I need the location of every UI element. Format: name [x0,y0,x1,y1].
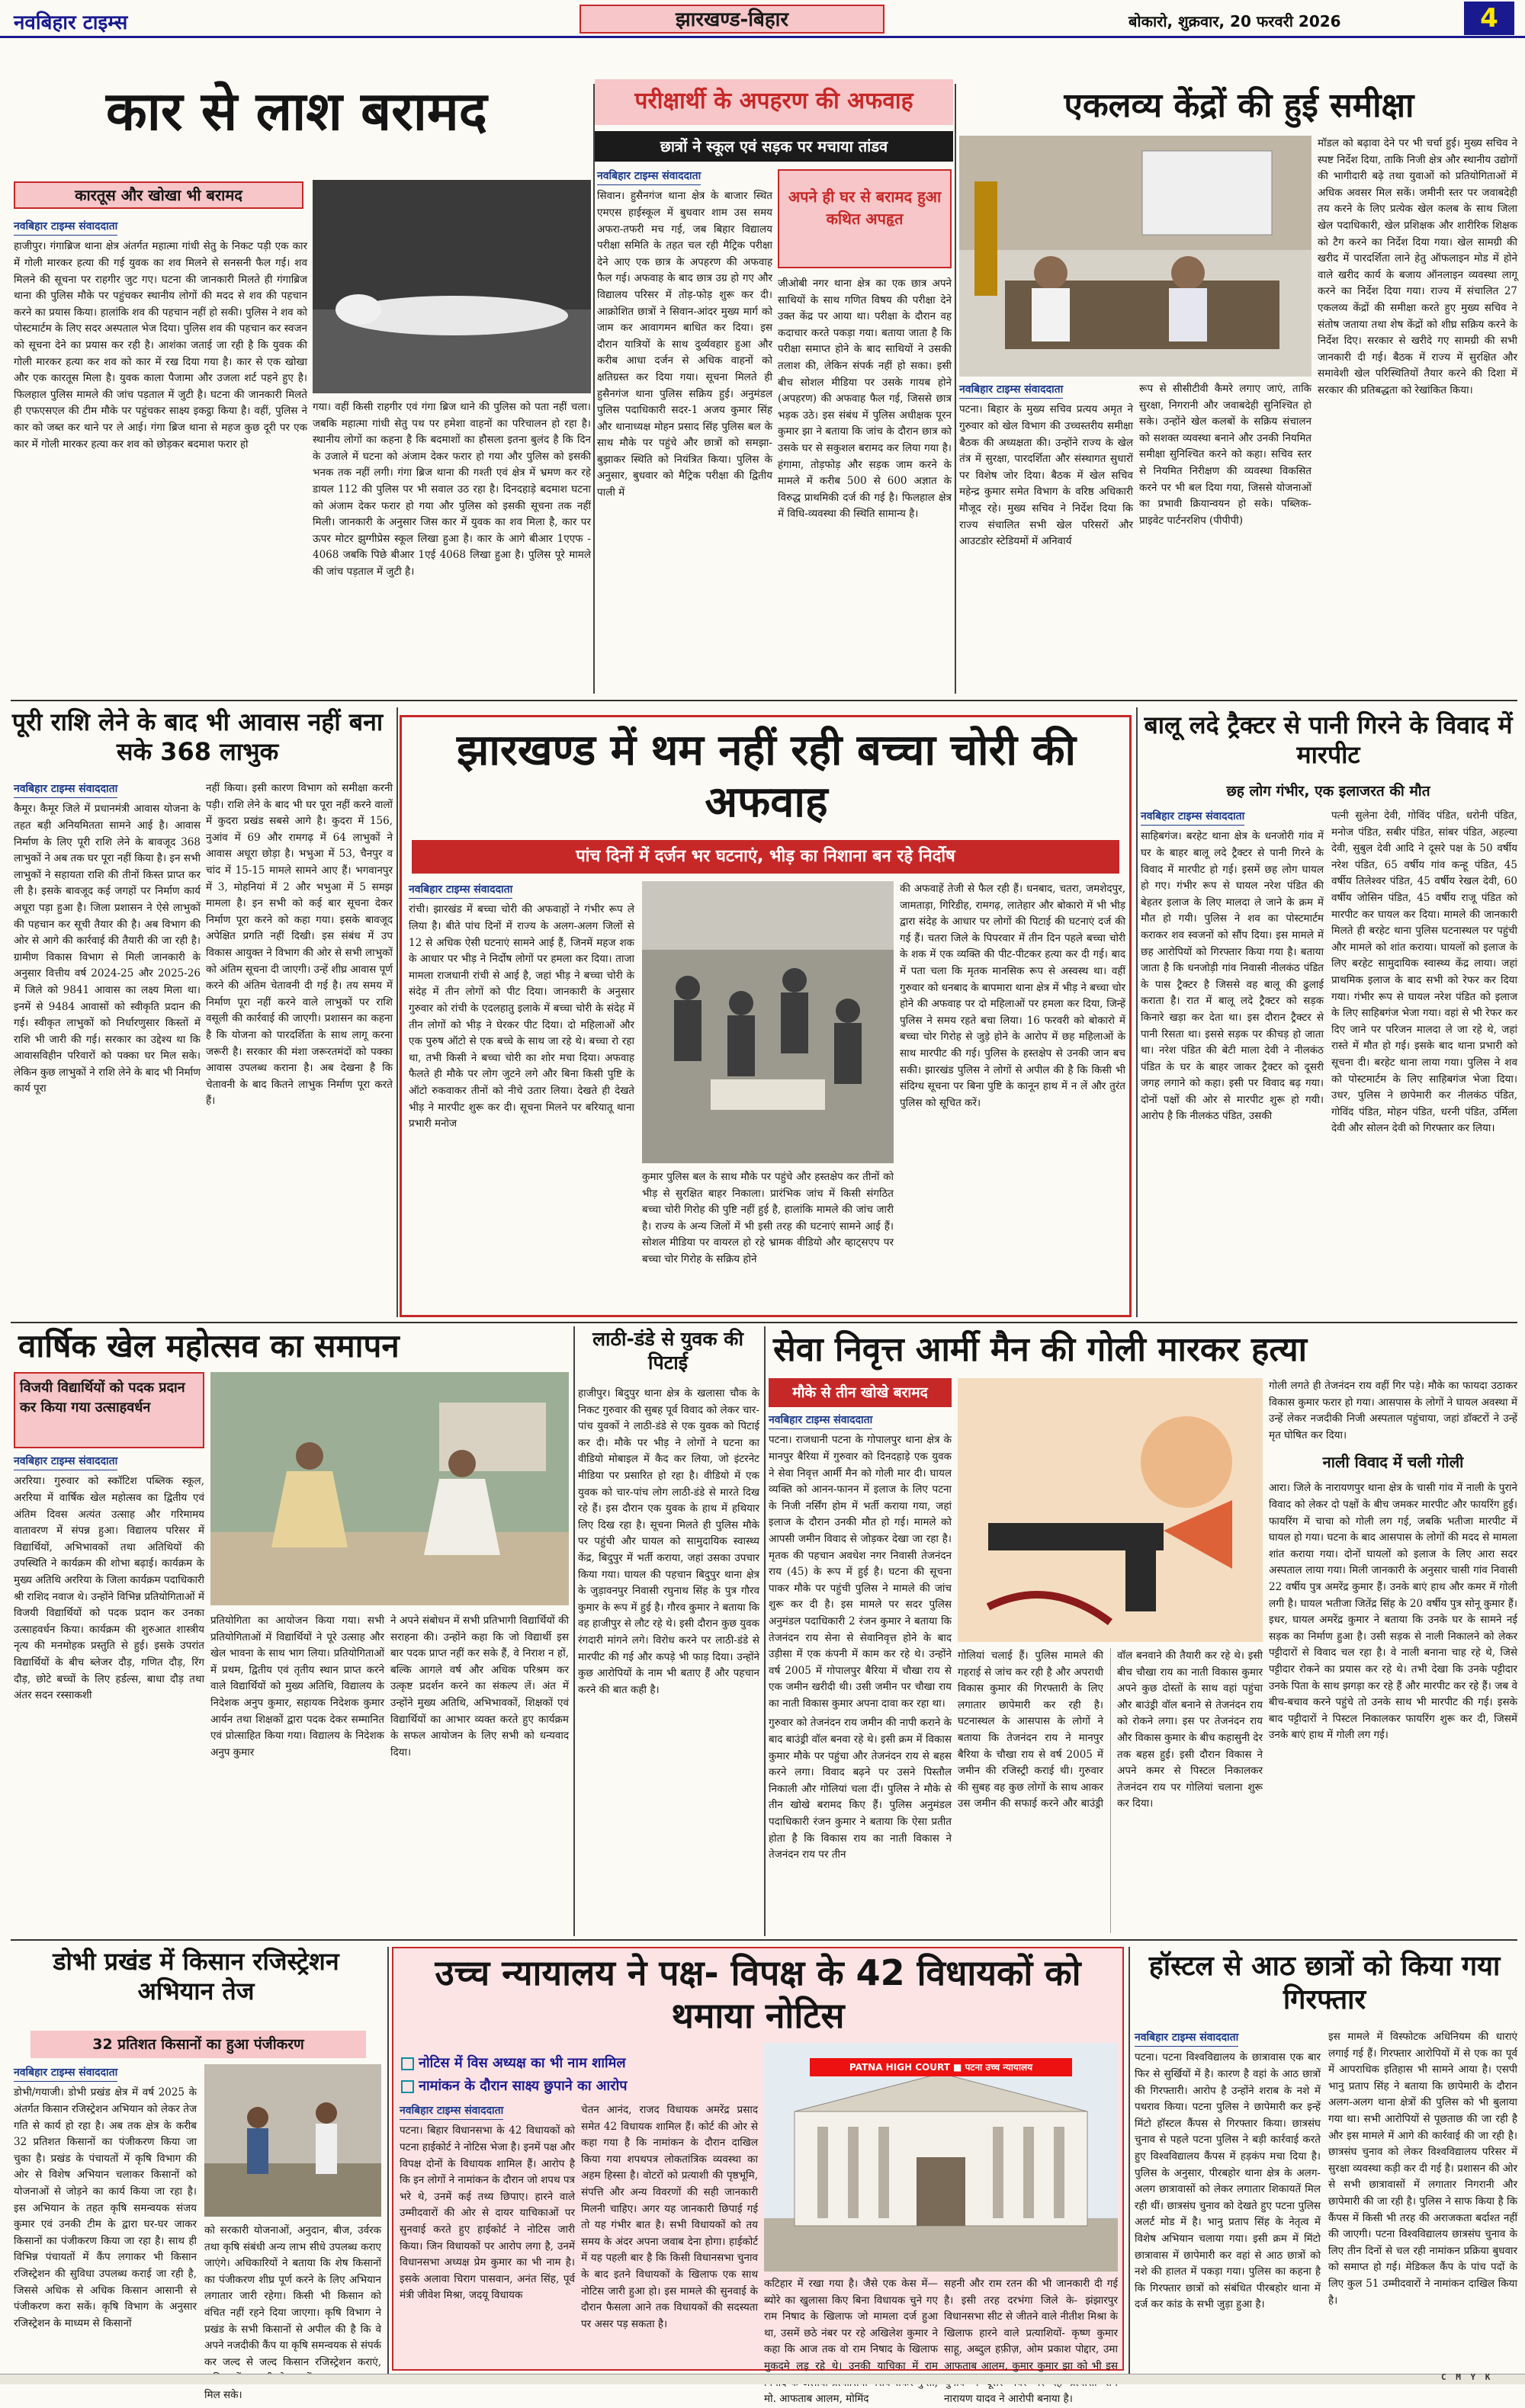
s6-headline: बालू लदे ट्रैक्टर से पानी गिरने के विवाद में मारपीट [1144,710,1513,770]
s5-photo [642,881,894,1163]
s2-body-col2 [778,276,952,694]
s9-byline: नवबिहार टाइम्स संवाददाता [769,1412,872,1429]
s10-body-col2 [204,2223,381,2401]
s5-byline: नवबिहार टाइम्स संवाददाता [409,881,512,899]
s7-byline: नवबिहार टाइम्स संवाददाता [14,1453,117,1470]
s12-body-text: पटना। पटना विश्वविद्यालय के छात्रावास एक बार फिर से सुर्खियों में है। कारण है वहां के आठ छात्रों की गिरफ्तारी। आरोप है उन्होंने शराब के नशे में पथराव किया। पटना पुलिस ने छापेमारी कर इन्हें मिंटो हॉस्टल कैंपस से गिरफ्तार किया। छात्रसंघ चुनाव से पहले पटना पुलिस ने बड़ी कार्रवाई करते हुए विश्वविद्यालय कैंपस में हड़कंप मचा दिया है। पुलिस के अनुसार, पीरबहोर थाना क्षेत्र के अलग-अलग छात्रावासों को लेकर लगातार शिकायतें मिल रही थीं। छात्रसंघ चुनाव को देखते हुए पटना पुलिस अलर्ट मोड में है। भानु प्रताप सिंह के नेतृत्व में विशेष अभियान चलाया गया। इसी क्रम में मिंटो छात्रावास में छापेमारी कर वहां से आठ छात्रों को नशे की हालत में पकड़ा गया। पुलिस का कहना है कि गिरफ्तार छात्रों को संबंधित पीरबहोर थाना में दर्ज कर कांड के सभी जुड़ा हुआ है। [1135,2051,1321,2311]
review-meeting-image [959,136,1312,377]
s11-body-text-3: सहनी और राम रतन की भी जानकारी दी गई है। इसी तरह दरभंगा जिले के- झंझारपुर विधानसभा सीट से जीतने वाले नीतीश मिश्रा के खिलाफ हारने वाले प्रत्याशियों- कृष्ण कुमार साहू, अब्दुल हफ़ीज़, ओम प्रकाश पोद्दार, उमा आफताब आलम, कुमार कुमार झा को भी इस नारायण यादव ने आरोपी बनाया है। [944,2278,1118,2406]
column-rule [573,1326,575,1936]
s9-body-col1 [769,1412,952,1933]
s8-body [578,1386,759,1933]
s10-kicker: 32 प्रतिशत किसानों का हुआ पंजीकरण [30,2031,366,2058]
s9-kicker: मौके से तीन खोखे बरामद [769,1378,952,1407]
s6-deck: छह लोग गंभीर, एक इलाजरत की मौत [1226,783,1430,800]
column-rule [387,1947,389,2374]
s2-headline: परीक्षार्थी के अपहरण की अफवाह [595,79,953,125]
dance-performance-image [210,1372,569,1605]
s1-headline: कार से लाश बरामद [106,80,487,143]
section-rule [11,1939,1517,1941]
s11-byline: नवबिहार टाइम्स संवाददाता [400,2102,503,2120]
s11-body-text-2: चेतन आनंद, राजद विधायक अमरेंद्र प्रसाद समेत 42 विधायक शामिल हैं। कोर्ट की ओर से कहा गया है कि नामांकन के दौरान दाखिल किया गया शपथपत्र लोकतांत्रिक व्यवस्था का अहम हिस्सा है। वोटरों को प्रत्याशी की पृष्ठभूमि, संपत्ति और अन्य विवरणों की सही जानकारी मिलनी चाहिए। अगर यह जानकारी छिपाई गई तो यह गंभीर बात है। सभी विधायकों को तय समय के अंदर अपना जवाब देना होगा। हाईकोर्ट में यह पहली बार है कि किसी विधानसभा चुनाव के बाद इतने विधायकों के खिलाफ एक साथ नोटिस जारी हुआ हो। इस मामले की सुनवाई के दौरान फैसला आने तक विधायकों की सदस्यता पर असर पड़ सकता है। [581,2104,758,2330]
column-rule [955,84,956,694]
s4-body-col2 [206,781,393,1314]
s6-body-col2 [1331,808,1517,1314]
s12-byline: नवबिहार टाइम्स संवाददाता [1135,2029,1238,2047]
s5-body-col2 [642,1169,894,1308]
s12-body-text-2: इस मामले में विस्फोटक अधिनियम की धाराएं लगाई गई हैं। गिरफ्तार आरोपियों में से एक का पूर्व में आपराधिक इतिहास भी सामने आया है। एसपी भानु प्रताप सिंह ने बताया कि छापेमारी के दौरान अलग-अलग थाना क्षेत्रों की पुलिस को भी बुलाया गया था। सभी आरोपियों से पूछताछ की जा रही है और इस मामले में आगे की कार्रवाई की जा रही है। छात्रसंघ चुनाव को लेकर विश्वविद्यालय परिसर में सुरक्षा व्यवस्था कड़ी कर दी गई है। प्रशासन की ओर से सभी छात्रावासों में लगातार निगरानी और छापेमारी की जा रही है। पुलिस ने साफ किया है कि कैंपस में किसी भी तरह की अराजकता बर्दाश्त नहीं की जाएगी। पटना विश्वविद्यालय छात्रसंघ चुनाव के लिए तीन दिनों से चल रही नामांकन प्रक्रिया बुधवार को समाप्त हो गई। मेडिकल कैंप के पांच पदों के लिए कुल 51 उम्मीदवारों ने नामांकन दाखिल किया है। [1328,2031,1517,2307]
cmyk-marks: C M Y K [1441,2372,1493,2382]
s1-kicker: कारतूस और खोखा भी बरामद [14,181,303,209]
s5-headline: झारखण्ड में थम नहीं रही बच्चा चोरी की अफवाह [457,725,1076,828]
masthead [0,0,1525,38]
s12-body-col1 [1135,2029,1321,2369]
s11-bullet-2 [401,2076,759,2095]
s3-byline: नवबिहार टाइम्स संवाददाता [959,381,1063,399]
checkbox-icon [401,2080,414,2093]
s3-body-col3 [1318,136,1517,694]
s9-body-text-3: गोलियां चलाई हैं। पुलिस मामले की गहराई से जांच कर रही है और अपराधी विकास कुमार की गिरफ्तारी के लिए लगातार छापेमारी कर रही है। घटनास्थल के आसपास के लोगों ने बताया कि तेजनंदन राय ने मानपुर बैरिया के चौखा राय से वर्ष 2005 में जमीन की रजिस्ट्री कराई थी। गुरुवार की सुबह वह कुछ लोगों के साथ आकर उस जमीन की सफाई करने और बाउंड्री वॉल बनवाने की तैयारी कर रहे थे। इसी बीच चौखा राय का नाती विकास कुमार अपने कुछ दोस्तों के साथ वहां पहुंचा और बाउंड्री वॉल बनाने से तेजनंदन राय को रोकने लगा। इस पर तेजनंदन राय और विकास कुमार के बीच कहासुनी देर तक बहस हुई। इसी दौरान विकास ने अपने कमर से पिस्टल निकालकर तेजनंदन राय पर गोलियां चलाना शुरू कर दिया। [958,1650,1263,1810]
s4-body-text-2: नहीं किया। इसी कारण विभाग को समीक्षा करनी पड़ी। राशि लेने के बाद भी घर पूरा नहीं करने वालों में कुदरा प्रखंड सबसे आगे है। कुदरा में 156, नुआंव में 69 और रामगढ़ में 64 लाभुकों ने आवास अधूरा छोड़ा है। भभुआ में 53, चैनपुर व चांद में 15-15 मामले सामने आए हैं। भगवानपुर में 3, मोहनियां में 2 और भभुआ में 5 समझ मामला है। इन सभी को कई बार सूचना देकर निर्माण पूरा करने को कहा गया। इसके बावजूद अपेक्षित प्रगति नहीं दिखी। इस संबंध में उप विकास आयुक्त ने विभाग की ओर से सभी लाभुकों को अंतिम सूचना दी जाएगी। उन्हें शीघ्र आवास पूर्ण करने की अंतिम चेतावनी दी गई है। तय समय में निर्माण पूरा नहीं करने वाले लाभुकों पर राशि वसूली की कार्रवाई की जाएगी। प्रशासन का कहना है कि योजना को पारदर्शिता के साथ लागू करना जरूरी है। सरकार की मंशा जरूरतमंदों को पक्का आवास उपलब्ध कराना है। अब देखना है कि चेतावनी के बाद कितने लाभुक निर्माण पूरा करते हैं। [206,782,393,1108]
s9-body-text-5: आरा। जिले के नारायणपुर थाना क्षेत्र के चासी गांव में नाली के पुराने विवाद को लेकर दो पक्षों के बीच जमकर मारपीट और फायरिंग हुई। फायरिंग में चाचा को गोली लग गई, जबकि भतीजा मारपीट में घायल हो गया। घटना के बाद आसपास के लोगों की मदद से मामला शांत कराया गया। दोनों घायलों को इलाज के लिए आरा सदर अस्पताल लाया गया। मिली जानकारी के अनुसार चासी गांव निवासी 22 वर्षीय पुत्र अमरेंद्र कुमार हैं। उनके बाएं हाथ और कमर में गोली लगी है। घायल भतीजा जितेंद्र सिंह के 20 वर्षीय पुत्र सोनू कुमार हैं। इधर, घायल अमरेंद्र कुमार ने बताया कि उनके घर के सामने नई सड़क का निर्माण हुआ है। उसी सड़क से नाली निकालने को लेकर पट्टीदारों से विवाद चल रहा है। वे नाली बनाना चाह रहे थे, जिसे पट्टीदार रोकने का प्रयास कर रहे थे। तभी देखा कि उनके पट्टीदार उनके पिता के साथ झगड़ा कर रहे हैं और मारपीट कर रहे हैं। जब वे बीच-बचाव करने पहुंचे तो उनके साथ भी मारपीट की गई। इसके बाद पट्टीदारों ने पिस्टल निकालकर फायरिंग शुरू कर दी, जिसमें उनके बाएं हाथ में गोली लग गई। [1269,1482,1517,1742]
s10-body-text-2: को सरकारी योजनाओं, अनुदान, बीज, उर्वरक तथा कृषि संबंधी अन्य लाभ सीधे उपलब्ध कराए जाएंगे। अधिकारियों ने बताया कि शेष किसानों का पंजीकरण शीघ्र पूर्ण करने के लिए अभियान लगातार जारी रहेगा। किसी भी किसान को वंचित नहीं रहने दिया जाएगा। कृषि विभाग ने प्रखंड के सभी किसानों से अपील की है कि वे अपने नजदीकी कैंप या कृषि समन्वयक से संपर्क कर जल्द से जल्द किसान रजिस्ट्रेशन कराएं, मिल सके। [204,2224,381,2401]
s11-body-text: पटना। बिहार विधानसभा के 42 विधायकों को पटना हाईकोर्ट ने नोटिस भेजा है। इनमें पक्ष और विपक्ष दोनों के विधायक शामिल हैं। आरोप है कि इन लोगों ने नामांकन के दौरान जो शपथ पत्र भरे थे, उनमें कई तथ्य छिपाए। हारने वाले उम्मीदवारों की ओर से दायर याचिकाओं पर सुनवाई करते हुए हाईकोर्ट ने नोटिस जारी किया। जिन विधायकों पर आरोप लगा है, उनमें विधानसभा अध्यक्ष प्रेम कुमार का भी नाम है। इसके अलावा चिराग पासवान, अनंत सिंह, पूर्व मंत्री जीवेश मिश्रा, जदयू विधायक [400,2124,575,2302]
s6-body-text-2: पत्नी सुलेना देवी, गोविंद पंडित, धरोनी पंडित, मनोज पंडित, सबीर पंडित, सांबर पंडित, अहल्या देवी, सुबुल देवी आदि ने दूसरे पक्ष के 50 वर्षीय नरेश पंडित, 65 वर्षीय गांव कन्हू पंडित, 45 वर्षीय तिलेश्वर पंडित, 45 वर्षीय रेखल देवी, 60 वर्षीय जोसिन पंडित, 45 वर्षीय राजू पंडित को मारपीट कर घायल कर दिया। मामले की जानकारी मिलते ही बरहेट थाना पुलिस घटनास्थल पर पहुंची और मामले को शांत कराया। घायलों को इलाज के लिए बरहेट सामुदायिक स्वास्थ्य केंद्र लाया। जहां प्राथमिक इलाज के बाद सभी को रेफर कर दिया गया। गंभीर रूप से घायल नरेश पंडित को इलाज के लिए साहिबगंज भेजा गया। वहां से भी रेफर कर दिए जाने पर परिजन मालदा ले जा रहे थे, जहां रास्ते में मौत हो गई। इसके बाद थाना प्रभारी को सूचना दी। बरहेट थाना लाया गया। पुलिस ने शव को पोस्टमार्टम के लिए साहिबगंज भेजा दिया। उधर, पुलिस ने छापेमारी कर नीलकंठ पंडित, गोविंद पंडित, मोहन पंडित, धरनी पंडित, उर्मिला देवी और सोलन देवी को गिरफ्तार कर लिया। [1331,810,1517,1135]
s6-body-text: साहिबगंज। बरहेट थाना क्षेत्र के धनजोरी गांव में घर के बाहर बालू लदे ट्रैक्टर से पानी गिरने के विवाद में मारपीट हो गई। इसमें छह लोग घायल हो गए। गंभीर रूप से घायल नरेश पंडित की बेहतर इलाज के लिए मालदा ले जाने के क्रम में मौत हो गयी। पुलिस ने शव का पोस्टमार्टम कराकर शव स्वजनों को सौंप दिया। इस मामले में छह आरोपियों को गिरफ्तार किया गया है। बताया जाता है कि धनजोड़ी गांव निवासी नीलकंठ पंडित के पास ट्रैक्टर है जिससे वह बालू की ढुलाई कराता है। रात में बालू लदे ट्रैक्टर को सड़क किनारे खड़ा कर देता था। इस दौरान ट्रैक्टर से पानी रिसता था। इससे सड़क पर कीचड़ हो जाता था। नरेश पंडित की बेटी माला देवी ने नीलकंठ पंडित के घर के बाहर जाकर ट्रैक्टर को दूसरी जगह लगाने को कहा। इसी पर विवाद बढ़ गया। दोनों पक्षों की ओर से मारपीट शुरू हो गयी। आरोप है कि नीलकंठ पंडित, उसकी [1141,830,1324,1123]
s11-bullet-1-text: नोटिस में विस अध्यक्ष का भी नाम शामिल [419,2055,626,2071]
column-rule [593,84,595,694]
s10-headline: डोभी प्रखंड में किसान रजिस्ट्रेशन अभियान तेज [53,1947,339,2006]
s7-body-col1 [14,1453,204,1933]
mob-crowd-image [642,881,894,1163]
s11-body-col1 [400,2102,575,2366]
s1-body-col2 [313,399,591,698]
s7-body-text-2: प्रतियोगिता का आयोजन किया गया। सभी प्रतियोगिताओं में विद्यार्थियों ने पूरे उत्साह और खेल भावना के साथ भाग लिया। प्रतियोगिताओं में प्रथम, द्वितीय एवं तृतीय स्थान प्राप्त करने वाले विद्यार्थियों को मुख्य अतिथि, विद्यालय के निदेशक अनुप कुमार, सहायक निदेशक कुमार आर्यन तथा शिक्षकों द्वारा पदक देकर सम्मानित एवं प्रोत्साहित किया गया। विद्यालय के निदेशक अनुप कुमार [210,1614,384,1759]
s9-body-text-4: गोली लगते ही तेजनंदन राय वहीं गिर पड़े। मौके का फायदा उठाकर विकास कुमार फरार हो गया। आसपास के लोगों ने घायल अवस्था में उन्हें लेकर नजदीकी निजी अस्पताल पहुंचाया, जहां डॉक्टरों ने उन्हें मृत घोषित कर दिया। [1269,1380,1517,1441]
s5-banner: पांच दिनों में दर्जन भर घटनाएं, भीड़ का निशाना बन रहे निर्दोष [412,840,1119,874]
s2-byline: नवबिहार टाइम्स संवाददाता [597,168,701,185]
section-label: झारखण्ड-बिहार [580,5,884,34]
s9-body-col4 [1269,1378,1517,1933]
s4-headline: पूरी राशि लेने के बाद भी आवास नहीं बना सके 368 लाभुक [11,707,384,767]
s6-byline: नवबिहार टाइम्स संवाददाता [1141,808,1244,826]
s11-headline: उच्च न्यायालय ने पक्ष- विपक्ष के 42 विधायकों को थमाया नोटिस [435,1952,1081,2037]
s11-bullet-2-text: नामांकन के दौरान साक्ष्य छुपाने का आरोप [419,2078,628,2094]
s8-headline: लाठी-डंडे से युवक की पिटाई [592,1328,743,1374]
s1-byline: नवबिहार टाइम्स संवाददाता [14,218,117,236]
s9-body-col3 [958,1648,1263,1933]
column-rule [1128,1947,1130,2374]
s10-photo [204,2064,381,2217]
s2-body-col1 [597,168,772,694]
column-rule [764,1326,766,1936]
s7-headline: वार्षिक खेल महोत्सव का समापन [18,1327,400,1364]
dateline: बोकारो, शुक्रवार, 20 फरवरी 2026 [1128,12,1341,30]
s11-body-col2 [581,2102,758,2366]
s2-body-text-2: जीओबी नगर थाना क्षेत्र का एक छात्र अपने साथियों के साथ गणित विषय की परीक्षा देने उक्त केंद्र पर आया था। परीक्षा के दौरान वह कदाचार करते पकड़ा गया। बताया जाता है कि परीक्षा समाप्त होने के बाद साथियों ने उसकी तलाश की, लेकिन संपर्क नहीं हो सका। इसी बीच सोशल मीडिया पर उसके गायब होने (अपहरण) की अफवाह फैल गई, जिससे छात्र भड़क उठे। इस संबंध में पुलिस अधीक्षक पूरन कुमार झा ने बताया कि जांच के दौरान छात्र को उसके घर से सकुशल बरामद कर लिया गया है। हंगामा, तोड़फोड़ और सड़क जाम करने के मामले में करीब 500 से 600 अज्ञात के विरुद्ध प्राथमिकी दर्ज की गई है। फिलहाल क्षेत्र में विधि-व्यवस्था की स्थिति सामान्य है। [778,277,952,521]
s1-body-col1 [14,218,307,698]
s5-body-col3 [900,881,1125,1308]
s7-body-col3 [390,1613,569,1933]
footer-bar [0,2374,1525,2384]
s3-body-text-3: मॉडल को बढ़ावा देने पर भी चर्चा हुई। मुख्य सचिव ने स्पष्ट निर्देश दिया, ताकि निजी क्षेत्र और स्थानीय उद्योगों की भागीदारी बढ़े तथा युवाओं को प्रतियोगिताओं में अधिक अवसर मिल सकें। जमीनी स्तर पर जवाबदेही तय करने के लिए प्रत्येक खेल कलब के साथ जिला खेल पदाधिकारी, खेल प्रशिक्षक और शारीरिक शिक्षक को टैग करने का निर्देश दिया गया। खेल सामग्री की खरीद में पारदर्शिता लाने हेतु ऑफलाइन मोड में होने वाले खरीद कार्य के बजाय ऑनलाइन व्यवस्था लागू करने का निर्देश दिया गया। राज्य में संचालित 27 एकलव्य केंद्रों की समीक्षा करते हुए मुख्य सचिव ने संतोष जताया तथा शेष केंद्रों को शीघ्र सक्रिय करने के निर्देश दिए। सरकार से खरीदे गए सामग्री की सभी जानकारी दी गई। बैठक में राज्य में सुरक्षित और समावेशी खेल परिस्थितियों तैयार करने की दिशा में सरकार की प्रतिबद्धता को रेखांकित किया। [1318,137,1517,396]
court-sign: PATNA HIGH COURT ■ पटना उच्च न्यायालय [810,2058,1072,2076]
s7-kicker: विजयी विद्यार्थियों को पदक प्रदान कर किया गया उत्साहवर्धन [14,1372,204,1448]
column-rule [1136,707,1138,1317]
s9-headline: सेवा निवृत्त आर्मी मैन की गोली मारकर हत्या [773,1330,1308,1369]
s11-photo [764,2043,1118,2272]
section-rule [11,1322,1517,1323]
s3-body-col1 [959,381,1133,694]
gun-illustration-image [958,1378,1263,1642]
s10-body-text: डोभी/गयाजी। डोभी प्रखंड क्षेत्र में वर्ष 2025 के अंतर्गत किसान रजिस्ट्रेशन अभियान को लेकर तेज गति से कार्य हो रहा है। अब तक क्षेत्र के करीब 32 प्रतिशत किसानों का पंजीकरण किया जा चुका है। प्रखंड के पंचायतों में कृषि विभाग की ओर से विशेष अभियान चलाकर किसानों को योजनाओं से जोड़ने का कार्य किया जा रहा है। इस अभियान के तहत कृषि समन्वयक संजय कुमार एवं उनकी टीम के द्वारा घर-घर जाकर किसानों का पंजीकरण किया जा रहा है। साथ ही विभिन्न पंचायतों में कैंप लगाकर भी किसान रजिस्ट्रेशन की सुविधा उपलब्ध कराई जा रही है, जिससे अधिक से अधिक किसान आसानी से पंजीकरण करा सकें। कृषि विभाग के अनुसार रजिस्ट्रेशन के माध्यम से किसानों [14,2086,197,2329]
s9-body-text: पटना। राजधानी पटना के गोपालपुर थाना क्षेत्र के मानपुर बैरिया में गुरुवार को दिनदहाड़े एक युवक ने सेवा निवृत्त आर्मी मैन को गोली मार दी। घायल व्यक्ति को आनन-फानन में इलाज के लिए पटना के निजी नर्सिंग होम में भर्ती कराया गया, जहां इलाज के दौरान उनकी मौत हो गई। मामले को आपसी जमीन विवाद से जोड़कर देखा जा रहा है। मृतक की पहचान अवधेश नगर निवासी तेजनंदन राय (45) के रूप में हुई है। घटना की सूचना पाकर मौके पर पहुंची पुलिस ने मामले की जांच शुरू कर दी है। इस मामले पर सदर पुलिस अनुमंडल पदाधिकारी 2 रंजन कुमार ने बताया कि तेजनंदन राय सेना से सेवानिवृत्त होने के बाद उड़ीसा में एक कंपनी में काम कर रहे थे। उन्होंने वर्ष 2005 में गोपालपुर बैरिया में चौखा राय से एक जमीन खरीदी थी। उसी जमीन पर चौखा राय का नाती विकास कुमार अपना दावा कर रहा था। [769,1434,952,1710]
s3-headline: एकलव्य केंद्रों की हुई समीक्षा [1064,86,1414,125]
s2-deck: छात्रों ने स्कूल एवं सड़क पर मचाया तांडव [595,131,953,162]
s4-body-text: कैमूर। कैमूर जिले में प्रधानमंत्री आवास योजना के तहत बड़ी अनियमितता सामने आई है। आवास निर्माण के लिए पूरी राशि लेने के बावजूद 368 लाभुकों ने अब तक घर पूरा नहीं किया है। इन सभी लाभुकों ने सहायता राशि की तीनों किस्त प्राप्त कर ली है। इसके बावजूद कई जगहों पर निर्माण कार्य अधूरा पड़ा हुआ है। जिला प्रशासन ने ऐसे लाभुकों की पहचान कर सूची तैयार की है। अब विभाग की ओर से आगे की कार्रवाई की तैयारी की जा रही है। ग्रामीण विकास विभाग से मिली जानकारी के अनुसार वित्तीय वर्ष 2024-25 और 2025-26 में जिले को 9841 आवास का लक्ष्य मिला था। इनमें से 9484 आवासों को स्वीकृति प्रदान की गई। स्वीकृत लाभुकों को निर्धारणुसार किस्तों में राशि भी जारी की गई। सरकार का उद्देश्य था कि आवासविहीन परिवारों को पक्का घर मिल सके। लेकिन कुछ लाभुकों ने राशि लेने के बाद भी निर्माण कार्य पूरा [14,803,201,1095]
s5-body-col1 [409,881,634,1308]
s5-body-text-3: की अफवाहें तेजी से फैल रही हैं। धनबाद, चतरा, जमशेदपुर, जामताड़ा, गिरिडीह, रामगढ़, लातेहार और बोकारो में भी भीड़ द्वारा संदेह के आधार पर लोगों की पिटाई की घटनाएं दर्ज की गई हैं। चतरा जिले के पिपरवार में तीन दिन पहले बच्चा चोरी के शक में एक व्यक्ति की पीट-पीटकर हत्या कर दी गई। बाद में पता चला कि मृतक मानसिक रूप से अस्वस्थ था। वहीं गुरुवार को धनबाद के बापमारा थाना क्षेत्र में भीड़ ने बच्चा चोर होने की अफवाह पर दो महिलाओं पर हमला कर दिया, जिन्हें पुलिस ने समय रहते बचा लिया। 16 फरवरी को बोकारो में बच्चा चोर गिरोह से जुड़े होने के आरोप में छह महिलाओं के साथ मारपीट की गई। पुलिस के हस्तक्षेप से उनकी जान बच सकी। झारखंड पुलिस ने लोगों से अपील की है कि किसी भी संदिग्ध सूचना पर बिना पुष्टि के कानून हाथ में न लें और तुरंत पुलिस को सूचित करें। [900,883,1125,1109]
patna-high-court-image [764,2043,1118,2272]
s1-photo [313,180,591,393]
s2-box: अपने ही घर से बरामद हुआ कथित अपहृत [778,169,952,268]
s2-body-text: सिवान। हुसैनगंज थाना क्षेत्र के बाजार स्थित एमएस हाईस्कूल में बुधवार शाम उस समय अफरा-तफरी मच गई, जब बिहार विद्यालय परीक्षा समिति के तहत चल रही मैट्रिक परीक्षा देने आए एक छात्र के अपहरण की अफवाह फैल गई। अफवाह के बाद छात्र उग्र हो गए और विद्यालय परिसर में तोड़-फोड़ शुरू कर दी। आक्रोशित छात्रों ने सिवान-आंदर मुख्य मार्ग को जाम कर आवागमन बाधित कर दिया। इस दौरान यात्रियों के साथ दुर्व्यवहार हुआ और करीब आधा दर्जन से अधिक वाहनों को क्षतिग्रस्त कर दिया गया। सूचना मिलते ही हुसैनगंज थाना पुलिस सक्रिय हुई। अनुमंडल पुलिस पदाधिकारी सदर-1 अजय कुमार सिंह और थानाध्यक्ष मोहन प्रसाद सिंह पुलिस बल के साथ मौके पर पहुंचे और छात्रों को समझा-बुझाकर स्थिति को नियंत्रित किया। पुलिस के अनुसार, बुधवार को मैट्रिक परीक्षा की द्वितीय पाली में [597,190,772,499]
s7-body-text-3: ने अपने संबोधन में सभी प्रतिभागी विद्यार्थियों की सराहना की। उन्होंने कहा कि जो विद्यार्थी इस बार पदक प्राप्त नहीं कर सके हैं, वे निराश न हों, बल्कि आगले वर्ष और अधिक परिश्रम कर उत्कृष्ट प्रदर्शन करने का संकल्प लें। अंत में उन्होंने मुख्य अतिथि, अभिभावकों, शिक्षकों एवं विद्यार्थियों का आभार व्यक्त करते हुए कार्यक्रम के सफल आयोजन के लिए सभी को धन्यवाद दिया। [390,1614,569,1759]
s3-body-text: पटना। बिहार के मुख्य सचिव प्रत्यय अमृत ने गुरुवार को खेल विभाग की उच्चस्तरीय समीक्षा बैठक की अध्यक्षता की। उन्होंने राज्य के खेल तंत्र में सुरक्षा, पारदर्शिता और संस्थागत सुधारों पर विशेष जोर दिया। बैठक में खेल सचिव महेन्द्र कुमार समेत विभाग के वरिष्ठ अधिकारी मौजूद रहे। मुख्य सचिव ने निर्देश दिया कि राज्य संचालित सभी खेल परिसरों और आउटडोर स्टेडियमों में अनिवार्य [959,403,1133,548]
s1-body-text-2: गया। वहीं किसी राहगीर एवं गंगा ब्रिज थाने की पुलिस को पता नहीं चला। जबकि महात्मा गांधी सेतु पथ पर हमेशा वाहनों का परिचालन हो रहा है। स्थानीय लोगों का कहना है कि बदमाशों का हौसला इतना बुलंद है कि दिन के उजाले में घटना को अंजाम देकर फरार हो गया और पुलिस को इसकी भनक तक नहीं लगी। गंगा ब्रिज थाना की गश्ती एवं क्षेत्र में भ्रमण कर रहे डायल 112 की पुलिस पर भी सवाल उठ रहा है। दिनदहाड़े बदमाश घटना को अंजाम देकर फरार हो गया और पुलिस को इसकी सूचना तक नहीं मिली। जानकारी के अनुसार जिस कार में युवक का शव मिला है, कार पर ऊपर मोटर झुग्गीप्रेस स्कूल लिखा हुआ है। कार के आगे बीआर 1एएफ - 4068 जबकि पिछे बीआर 1एई 4068 लिखा हुआ है। पुलिस पूरे मामले की जांच पड़ताल में जुटी है। [313,401,591,578]
s12-body-col2 [1328,2029,1517,2369]
s3-body-col2 [1139,381,1312,694]
s5-body-text: रांची। झारखंड में बच्चा चोरी की अफवाहों ने गंभीर रूप ले लिया है। बीते पांच दिनों में राज्य के अलग-अलग जिलों से 12 से अधिक ऐसी घटनाएं सामने आई हैं, जिनमें महज शक के आधार पर भीड़ ने निर्दोष लोगों पर हमला कर दिया। ताजा मामला राजधानी रांची से आई है, जहां भीड़ ने बच्चा चोरी के संदेह में तीन लोगों को पीट दिया। जानकारी के अनुसार गुरुवार को रांची के एदलहातु इलाके में बच्चा चोरी के संदेह में तीन लोगों को भीड़ ने घेरकर पीट दिया। दो महिलाओं और एक पुरुष ऑटो से एक बच्चे के साथ जा रहे थे। बच्चा रो रहा था, तभी किसी ने बच्चा चोरी का शोर मचा दिया। अफवाह फैलते ही मौके पर लोग जुटने लगे और बिना किसी पुष्टि के ऑटो रुकवाकर तीनों को नीचे उतार लिया। देखते ही देखते भीड़ ने मारपीट शुरू कर दी। सूचना मिलने पर बरियातू थाना प्रभारी मनोज [409,903,634,1130]
s4-body-col1 [14,781,201,1314]
s11-body-col4 [944,2276,1118,2406]
s7-body-text: अररिया। गुरुवार को स्कॉटिश पब्लिक स्कूल, अररिया में वार्षिक खेल महोत्सव का द्वितीय एवं अंतिम दिवस अत्यंत उत्साह और गरिमामय वातावरण में संपन्न हुआ। विद्यालय परिसर में विद्यार्थियों, अभिभावकों तथा अतिथियों की उपस्थिति ने कार्यक्रम की शोभा बढ़ाई। कार्यक्रम के मुख्य अतिथि अररिया के जिला कार्यक्रम पदाधिकारी श्री राशिद नवाज थे। उन्होंने विभिन्न प्रतियोगिताओं में विजयी विद्यार्थियों को पदक प्रदान कर उनका उत्साहवर्धन किया। कार्यक्रम की शुरुआत शास्त्रीय नृत्य की मनमोहक प्रस्तुति से हुई। इसके उपरांत विद्यार्थियों के बीच ब्लेजर दौड़, गणित दौड़, रिंग दौड़, छोटे बच्चों के लिए हर्डल्स, बाधा दौड़ तथा अंतर सदन रस्साकशी [14,1475,204,1702]
paper-name: नवबिहार टाइम्स [14,11,128,34]
s11-body-col3 [764,2276,938,2406]
s9-subhead: नाली विवाद में चली गोली [1322,1453,1464,1472]
s10-body-col1 [14,2064,197,2369]
s11-caption-text: कटिहार में रखा गया है। जैसे एक केस में— ब्योरे का खुलासा किए बिना विधायक चुने गए राम निषाद के खिलाफ जो मामला दर्ज हुआ था, उसमें छठे नंबर पर रहे अखिलेश कुमार ने कहा कि आज तक वो राम निषाद के खिलाफ मुकदमे लड़ रहे थे। उनकी याचिका में राम मो. आफताब आलम, मोमिंद [764,2278,938,2406]
s1-body-text: हाजीपुर। गंगाब्रिज थाना क्षेत्र अंतर्गत महात्मा गांधी सेतु के निकट पड़ी एक कार में गोली मारकर हत्या की गई युवक का शव मिलने से सनसनी फैल गई। शव मिलने की सूचना पर राहगीर जुट गए। घटना की जानकारी मिलते ही गंगाब्रिज थाना की पुलिस मौके पर पहुंचकर स्थानीय लोगों की मदद से शव की पहचान करने का प्रयास किया। हालांकि शव की पहचान नहीं हो सकी। पुलिस ने शव को पोस्टमार्टम के लिए सदर अस्पताल भेज दिया। पुलिस शव की पहचान कर स्वजन को सूचना देने का प्रयास कर रही है। आशंका जताई जा रही है कि युवक की गोली मारकर हत्या कर शव को कार में रख दिया गया है। कार से एक खोखा और एक कारतूस मिला है। युवक काला पैजामा और उजला शर्ट पहने हुए है। फिलहाल पुलिस मामले की जांच पड़ताल में जुटी है। घटना की जानकारी मिलते ही एफएसएल की टीम मौके पर पहुंचकर साक्ष्य इकट्ठा किया है। वहीं, पुलिस ने कार को जब्त कर थाने पर ले आई। गंगा ब्रिज थाना से महज कुछ दूरी पर एक कार में गोली मारकर हत्या कर शव को छोड़कर बदमाश फरार हो [14,240,307,450]
s4-byline: नवबिहार टाइम्स संवाददाता [14,781,117,798]
s9-photo [958,1378,1263,1642]
s9-body-text-2: गुरुवार को तेजनंदन राय जमीन की नापी कराने के बाद बाउंड्री वॉल बनवा रहे थे। इसी क्रम में विकास कुमार मौके पर पहुंचा और तेजनंदन राय से बहस करने लगा। विवाद बढ़ने पर उसने पिस्तौल निकाली और गोलियां चला दीं। पुलिस ने मौके से तीन खोखे बरामद किए हैं। पुलिस अनुमंडल पदाधिकारी रंजन कुमार ने बताया कि ऐसा प्रतीत होता है कि विकास राय का नाती विकास ने तेजनंदन राय पर तीन [769,1717,952,1861]
farmers-registration-image [204,2064,381,2217]
column-rule [396,707,398,1317]
section-rule [11,700,1517,701]
s10-byline: नवबिहार टाइम्स संवाददाता [14,2064,117,2082]
page-number: 4 [1464,2,1514,35]
s12-headline: हॉस्टल से आठ छात्रों को किया गया गिरफ्तार [1148,1951,1501,2015]
s3-body-text-2: रूप से सीसीटीवी कैमरे लगाए जाएं, ताकि सुरक्षा, निगरानी और जवाबदेही सुनिश्चित हो सके। उन्होंने खेल कलबों के सक्रिय संचालन को सशक्त व्यवस्था बनाने और उनकी नियमित समीक्षा सुनिश्चित करने को कहा। सचिव स्तर से नियमित निरीक्षण की व्यवस्था विकसित करने पर भी बल दिया गया, जिससे योजनाओं का प्रभावी क्रियान्वयन हो सके। पब्लिक-प्राइवेट पार्टनरशिप (पीपीपी) [1139,383,1312,527]
s5-body-text-2: कुमार पुलिस बल के साथ मौके पर पहुंचे और हस्तक्षेप कर तीनों को भीड़ से सुरक्षित बाहर निकाला। प्रारंभिक जांच में किसी संगठित बच्चा चोरी गिरोह की पुष्टि नहीं हुई है, हालांकि मामले की जांच जारी है। राज्य के अन्य जिलों में भी इसी तरह की घटनाएं सामने आई हैं। सोशल मीडिया पर वायरल हो रहे भ्रामक वीडियो और व्हाट्सएप पर बच्चा चोर गिरोह के सक्रिय होने [642,1171,894,1265]
covered-body-image [313,180,591,393]
s7-body-col2 [210,1613,384,1933]
s3-photo [959,136,1312,377]
s7-photo [210,1372,569,1605]
s6-body-col1 [1141,808,1324,1314]
checkbox-icon [401,2057,414,2070]
s8-body-text: हाजीपुर। बिदुपुर थाना क्षेत्र के खलासा चौक के निकट गुरुवार की सुबह पूर्व विवाद को लेकर चार-पांच युवकों ने लाठी-डंडे से एक युवक को पिटाई कर दी। मौके पर भीड़ ने लोगों ने घटना का वीडियो मोबाइल में कैद कर लिया, जो इंटरनेट मीडिया पर प्रसारित हो रहा है। वीडियो में एक युवक को चार-पांच लोग लाठी-डंडे से मारते दिख रहे हैं। इस दौरान एक युवक के हाथ में हथियार लिए दिख रहा है। सूचना मिलते ही पुलिस मौके पर पहुंची और घायल को सामुदायिक स्वास्थ्य केंद्र, बिदुपुर में भर्ती कराया, जहां उसका उपचार किया गया। घायल की पहचान बिदुपुर थाना क्षेत्र के जुड़ावनपुर निवासी रघुनाथ सिंह के पुत्र गौरव कुमार के रूप में हुई है। गौरव कुमार ने बताया कि वह हाजीपुर से लौट रहे थे। इसी दौरान कुछ युवक रंगदारी मांगने लगे। विरोध करने पर लाठी-डंडे से मारपीट की गई और कपड़े भी फाड़ दिया। उन्होंने कुछ आरोपियों के नाम भी बताए हैं और पहचान करने की बात कही है। [578,1387,759,1696]
s11-bullet-1 [401,2054,759,2072]
